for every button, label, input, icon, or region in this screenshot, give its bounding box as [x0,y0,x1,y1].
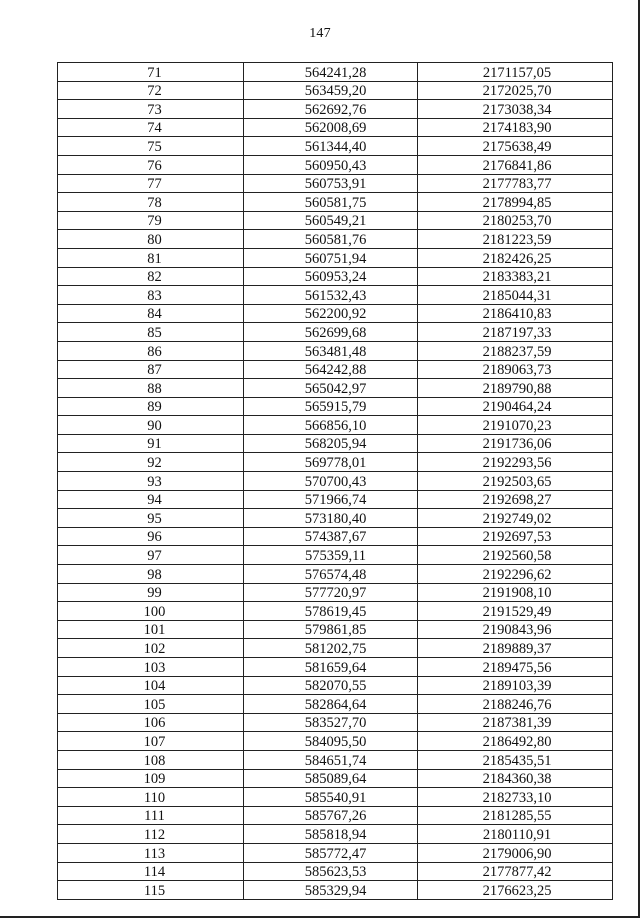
y-coordinate-cell: 2188246,76 [418,695,613,714]
y-coordinate-cell: 2177783,77 [418,174,613,193]
x-coordinate-cell: 585329,94 [244,881,418,900]
x-coordinate-cell: 561532,43 [244,286,418,305]
table-row [58,211,613,230]
table-row [58,81,613,100]
point-number-cell: 85 [58,323,244,342]
table-row [58,732,613,751]
point-number-cell: 90 [58,416,244,435]
table-row [58,843,613,862]
table-row [58,286,613,305]
point-number-cell: 94 [58,490,244,509]
x-coordinate-cell: 581659,64 [244,658,418,677]
point-number-cell: 101 [58,620,244,639]
table-row [58,546,613,565]
table-row [58,490,613,509]
y-coordinate-cell: 2192293,56 [418,453,613,472]
point-number-cell: 99 [58,583,244,602]
y-coordinate-cell: 2192560,58 [418,546,613,565]
y-coordinate-cell: 2190843,96 [418,620,613,639]
y-coordinate-cell: 2192749,02 [418,509,613,528]
table-row [58,527,613,546]
y-coordinate-cell: 2185435,51 [418,750,613,769]
y-coordinate-cell: 2188237,59 [418,341,613,360]
point-number-cell: 106 [58,713,244,732]
table-row [58,639,613,658]
page-number: 147 [309,26,331,41]
x-coordinate-cell: 560953,24 [244,267,418,286]
point-number-cell: 92 [58,453,244,472]
x-coordinate-cell: 582070,55 [244,676,418,695]
y-coordinate-cell: 2189063,73 [418,360,613,379]
x-coordinate-cell: 563481,48 [244,341,418,360]
y-coordinate-cell: 2191736,06 [418,434,613,453]
table-row [58,788,613,807]
x-coordinate-cell: 585089,64 [244,769,418,788]
table-row [58,676,613,695]
y-coordinate-cell: 2189889,37 [418,639,613,658]
point-number-cell: 80 [58,230,244,249]
point-number-cell: 114 [58,862,244,881]
y-coordinate-cell: 2179006,90 [418,843,613,862]
y-coordinate-cell: 2183383,21 [418,267,613,286]
table-row [58,565,613,584]
x-coordinate-cell: 563459,20 [244,81,418,100]
point-number-cell: 79 [58,211,244,230]
table-row [58,230,613,249]
table-row [58,193,613,212]
table-row [58,63,613,82]
table-row [58,602,613,621]
x-coordinate-cell: 560581,76 [244,230,418,249]
point-number-cell: 83 [58,286,244,305]
x-coordinate-cell: 583527,70 [244,713,418,732]
y-coordinate-cell: 2175638,49 [418,137,613,156]
x-coordinate-cell: 585540,91 [244,788,418,807]
x-coordinate-cell: 562008,69 [244,118,418,137]
y-coordinate-cell: 2187197,33 [418,323,613,342]
y-coordinate-cell: 2176841,86 [418,155,613,174]
y-coordinate-cell: 2178994,85 [418,193,613,212]
table-row [58,620,613,639]
x-coordinate-cell: 584095,50 [244,732,418,751]
y-coordinate-cell: 2184360,38 [418,769,613,788]
y-coordinate-cell: 2191529,49 [418,602,613,621]
y-coordinate-cell: 2174183,90 [418,118,613,137]
x-coordinate-cell: 585767,26 [244,806,418,825]
point-number-cell: 77 [58,174,244,193]
y-coordinate-cell: 2186492,80 [418,732,613,751]
point-number-cell: 105 [58,695,244,714]
point-number-cell: 93 [58,472,244,491]
table-row [58,174,613,193]
x-coordinate-cell: 578619,45 [244,602,418,621]
x-coordinate-cell: 569778,01 [244,453,418,472]
point-number-cell: 76 [58,155,244,174]
x-coordinate-cell: 585772,47 [244,843,418,862]
y-coordinate-cell: 2176623,25 [418,881,613,900]
x-coordinate-cell: 560950,43 [244,155,418,174]
table-row [58,583,613,602]
point-number-cell: 88 [58,379,244,398]
point-number-cell: 110 [58,788,244,807]
x-coordinate-cell: 581202,75 [244,639,418,658]
coordinates-table-body [58,63,613,900]
x-coordinate-cell: 564242,88 [244,360,418,379]
y-coordinate-cell: 2173038,34 [418,100,613,119]
y-coordinate-cell: 2181223,59 [418,230,613,249]
y-coordinate-cell: 2189475,56 [418,658,613,677]
table-row [58,806,613,825]
point-number-cell: 86 [58,341,244,360]
y-coordinate-cell: 2171157,05 [418,63,613,82]
table-row [58,341,613,360]
table-row [58,155,613,174]
y-coordinate-cell: 2182426,25 [418,248,613,267]
x-coordinate-cell: 560751,94 [244,248,418,267]
point-number-cell: 96 [58,527,244,546]
point-number-cell: 95 [58,509,244,528]
x-coordinate-cell: 582864,64 [244,695,418,714]
x-coordinate-cell: 562200,92 [244,304,418,323]
x-coordinate-cell: 562699,68 [244,323,418,342]
table-row [58,137,613,156]
table-row [58,267,613,286]
table-row [58,713,613,732]
x-coordinate-cell: 560581,75 [244,193,418,212]
table-row [58,379,613,398]
x-coordinate-cell: 574387,67 [244,527,418,546]
table-row [58,658,613,677]
table-row [58,750,613,769]
point-number-cell: 87 [58,360,244,379]
x-coordinate-cell: 575359,11 [244,546,418,565]
point-number-cell: 82 [58,267,244,286]
y-coordinate-cell: 2190464,24 [418,397,613,416]
point-number-cell: 103 [58,658,244,677]
y-coordinate-cell: 2189790,88 [418,379,613,398]
table-row [58,509,613,528]
table-row [58,397,613,416]
x-coordinate-cell: 570700,43 [244,472,418,491]
point-number-cell: 98 [58,565,244,584]
y-coordinate-cell: 2191070,23 [418,416,613,435]
x-coordinate-cell: 585623,53 [244,862,418,881]
point-number-cell: 71 [58,63,244,82]
table-row [58,248,613,267]
table-row [58,434,613,453]
y-coordinate-cell: 2177877,42 [418,862,613,881]
point-number-cell: 74 [58,118,244,137]
x-coordinate-cell: 565915,79 [244,397,418,416]
point-number-cell: 81 [58,248,244,267]
x-coordinate-cell: 562692,76 [244,100,418,119]
table-row [58,825,613,844]
y-coordinate-cell: 2192296,62 [418,565,613,584]
table-row [58,360,613,379]
point-number-cell: 89 [58,397,244,416]
point-number-cell: 104 [58,676,244,695]
y-coordinate-cell: 2192503,65 [418,472,613,491]
y-coordinate-cell: 2181285,55 [418,806,613,825]
table-row [58,453,613,472]
point-number-cell: 111 [58,806,244,825]
table-row [58,769,613,788]
y-coordinate-cell: 2192697,53 [418,527,613,546]
point-number-cell: 91 [58,434,244,453]
y-coordinate-cell: 2180253,70 [418,211,613,230]
point-number-cell: 108 [58,750,244,769]
point-number-cell: 97 [58,546,244,565]
table-row [58,881,613,900]
table-row [58,304,613,323]
table-row [58,472,613,491]
x-coordinate-cell: 573180,40 [244,509,418,528]
x-coordinate-cell: 579861,85 [244,620,418,639]
x-coordinate-cell: 561344,40 [244,137,418,156]
y-coordinate-cell: 2180110,91 [418,825,613,844]
y-coordinate-cell: 2192698,27 [418,490,613,509]
x-coordinate-cell: 566856,10 [244,416,418,435]
y-coordinate-cell: 2185044,31 [418,286,613,305]
table-row [58,323,613,342]
x-coordinate-cell: 577720,97 [244,583,418,602]
x-coordinate-cell: 565042,97 [244,379,418,398]
point-number-cell: 73 [58,100,244,119]
point-number-cell: 109 [58,769,244,788]
point-number-cell: 113 [58,843,244,862]
y-coordinate-cell: 2189103,39 [418,676,613,695]
y-coordinate-cell: 2191908,10 [418,583,613,602]
x-coordinate-cell: 564241,28 [244,63,418,82]
y-coordinate-cell: 2187381,39 [418,713,613,732]
point-number-cell: 72 [58,81,244,100]
x-coordinate-cell: 560753,91 [244,174,418,193]
point-number-cell: 78 [58,193,244,212]
y-coordinate-cell: 2182733,10 [418,788,613,807]
point-number-cell: 100 [58,602,244,621]
table-row [58,695,613,714]
table-row [58,416,613,435]
x-coordinate-cell: 560549,21 [244,211,418,230]
point-number-cell: 112 [58,825,244,844]
x-coordinate-cell: 584651,74 [244,750,418,769]
y-coordinate-cell: 2186410,83 [418,304,613,323]
coordinates-table [57,62,613,900]
point-number-cell: 115 [58,881,244,900]
point-number-cell: 84 [58,304,244,323]
y-coordinate-cell: 2172025,70 [418,81,613,100]
x-coordinate-cell: 571966,74 [244,490,418,509]
table-row [58,100,613,119]
table-row [58,862,613,881]
table-row [58,118,613,137]
x-coordinate-cell: 585818,94 [244,825,418,844]
point-number-cell: 75 [58,137,244,156]
x-coordinate-cell: 568205,94 [244,434,418,453]
x-coordinate-cell: 576574,48 [244,565,418,584]
point-number-cell: 107 [58,732,244,751]
point-number-cell: 102 [58,639,244,658]
